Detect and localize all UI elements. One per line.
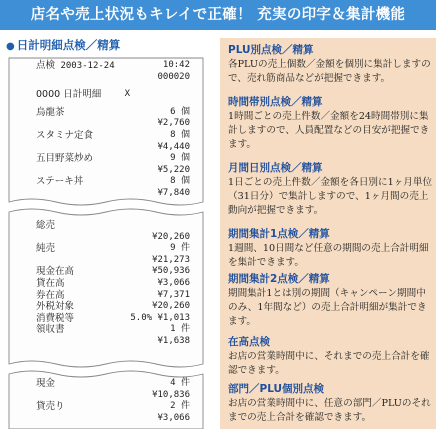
feature-body: 1時間ごとの売上件数／金額を24時間帯別に集計しますので、人員配置などの目安が把握できます。: [228, 111, 430, 150]
feature-body: お店の営業時間中に、任意の部門／PLUのそれまでの売上合計を確認できます。: [228, 398, 431, 423]
receipt-item-amount-row: [6, 118, 206, 130]
receipt-item-name: ステーキ丼: [36, 176, 84, 188]
feature-section: [228, 42, 434, 86]
receipt-heading-label: 日計明細点検／精算: [16, 38, 121, 52]
receipt-item-name: スタミナ定食: [36, 129, 94, 141]
feature-body: 期間集計1とは別の期間（キャンペーン期間中のみ、1年間など）の売上合計明細が集計できます。: [228, 288, 427, 327]
receipt-total-value: 9 件: [170, 243, 190, 254]
receipt-total-label: 外税対象: [36, 301, 75, 313]
receipt-total-row: [6, 278, 206, 290]
receipt-total-row: [6, 266, 206, 278]
receipt-item-amount-row: [6, 165, 206, 177]
receipt-item-list: [6, 107, 206, 200]
feature-title: 期間集計2点検／精算: [228, 273, 330, 285]
receipt-item-qty: 6 個: [170, 106, 190, 117]
feature-title: 期間集計1点検／精算: [228, 228, 330, 240]
receipt-item: [6, 107, 206, 119]
receipt-total-label: 貸在高: [36, 277, 65, 289]
feature-section: [228, 160, 434, 218]
feature-section: [228, 94, 434, 152]
receipt-total-row: [6, 313, 206, 325]
receipt-mode-name: 0000 日計明細: [36, 89, 102, 101]
receipt-number: 000020: [157, 71, 190, 82]
receipt-heading: [6, 37, 120, 53]
feature-title: PLU別点検／精算: [228, 44, 314, 56]
receipt-item-name: 五目野菜炒め: [36, 153, 94, 165]
receipt-total-value: ¥1,638: [157, 335, 190, 346]
feature-section: [228, 271, 434, 329]
bullet-icon: ●: [6, 41, 15, 52]
receipt-total-value: 1 件: [170, 324, 190, 335]
feature-title: 在高点検: [228, 336, 270, 348]
receipt-item-amount: ¥2,760: [157, 118, 190, 129]
receipt-item-amount: ¥4,440: [157, 141, 190, 152]
receipt-total-label: 純売: [36, 243, 56, 255]
feature-title: 部門／PLU個別点検: [228, 383, 325, 395]
feature-body: お店の営業時間中に、それまでの売上合計を確認できます。: [228, 351, 430, 376]
receipt-date: 2003-12-24: [60, 61, 115, 71]
receipt-item-amount-row: [6, 188, 206, 200]
receipt-number-row: [6, 72, 206, 84]
receipt-media-row: [6, 378, 206, 390]
receipt-item: [6, 130, 206, 142]
receipt-date-row: [6, 60, 206, 72]
receipt-item-amount-row: [6, 142, 206, 154]
receipt-media-value: 2 件: [170, 401, 190, 412]
receipt-total-label: 消費税等: [36, 312, 75, 324]
receipt-header: [6, 60, 206, 200]
receipt-media-value: 4 件: [170, 378, 190, 388]
receipt-total-label: 総売: [36, 220, 56, 231]
receipt-item-amount: ¥7,840: [157, 187, 190, 198]
feature-title: 時間帯別点検／精算: [228, 96, 323, 108]
receipt-total-row: [6, 301, 206, 313]
feature-section: [228, 381, 434, 425]
receipt-item-qty: 8 個: [170, 129, 190, 140]
receipt-item-name: 烏龍茶: [36, 106, 65, 118]
receipt-total-row: [6, 336, 206, 348]
receipt-total-label: 券在高: [36, 289, 65, 301]
receipt-media-value: ¥3,066: [157, 412, 190, 423]
receipt-media: [6, 378, 206, 424]
receipt-total-row: [6, 255, 206, 267]
feature-section: [228, 226, 434, 270]
receipt-mode-label: 点検: [36, 60, 56, 71]
receipt-total-row: [6, 324, 206, 336]
banner-title: 店名や売上状況もキレイで正確！ 充実の印字＆集計機能: [0, 0, 436, 30]
feature-section: [228, 334, 434, 378]
feature-body: 各PLUの売上個数／金額を個別に集計しますので、売れ筋商品などが把握できます。: [228, 59, 431, 84]
receipt-item-qty: 9 個: [170, 153, 190, 164]
receipt-item-amount: ¥5,220: [157, 164, 190, 175]
receipt-total-row: [6, 232, 206, 244]
receipt-total-value: ¥7,371: [157, 289, 190, 300]
receipt-total-value: ¥20,260: [152, 231, 190, 242]
receipt-media-label: 貸売り: [36, 401, 65, 413]
receipt-total-row: [6, 220, 206, 232]
receipt-totals: [6, 220, 206, 348]
receipt-total-value: ¥3,066: [157, 277, 190, 288]
receipt-item: [6, 176, 206, 188]
receipt-total-value: ¥21,273: [152, 254, 190, 265]
receipt-total-value: 5.0% ¥1,013: [130, 312, 190, 323]
receipt-media-label: 現金: [36, 378, 56, 389]
receipt-media-row: [6, 401, 206, 413]
receipt-total-row: [6, 243, 206, 255]
receipt-media-row: [6, 390, 206, 402]
receipt-mode-row: [6, 89, 206, 101]
receipt-item: [6, 153, 206, 165]
receipt-media-value: ¥10,836: [152, 389, 190, 400]
receipt-total-value: ¥50,936: [152, 266, 190, 277]
feature-body: 1日ごとの売上件数／金額を各日別に1ヶ月単位（31日分）で集計しますので、1ヶ月間の売上動向が把握できます。: [228, 177, 433, 216]
feature-panel: [220, 38, 436, 429]
feature-body: 1週間、10日間など任意の期間の売上合計明細を集計できます。: [228, 243, 429, 268]
receipt: [6, 54, 206, 429]
receipt-media-row: [6, 413, 206, 425]
receipt-mode-flag: X: [124, 89, 130, 100]
feature-title: 月間日別点検／精算: [228, 162, 323, 174]
receipt-total-label: 現金在高: [36, 266, 75, 278]
receipt-total-label: 領収書: [36, 324, 65, 336]
receipt-time: 10:42: [162, 60, 190, 70]
receipt-total-row: [6, 290, 206, 302]
receipt-total-value: ¥20,260: [152, 301, 190, 312]
receipt-item-qty: 8 個: [170, 176, 190, 187]
